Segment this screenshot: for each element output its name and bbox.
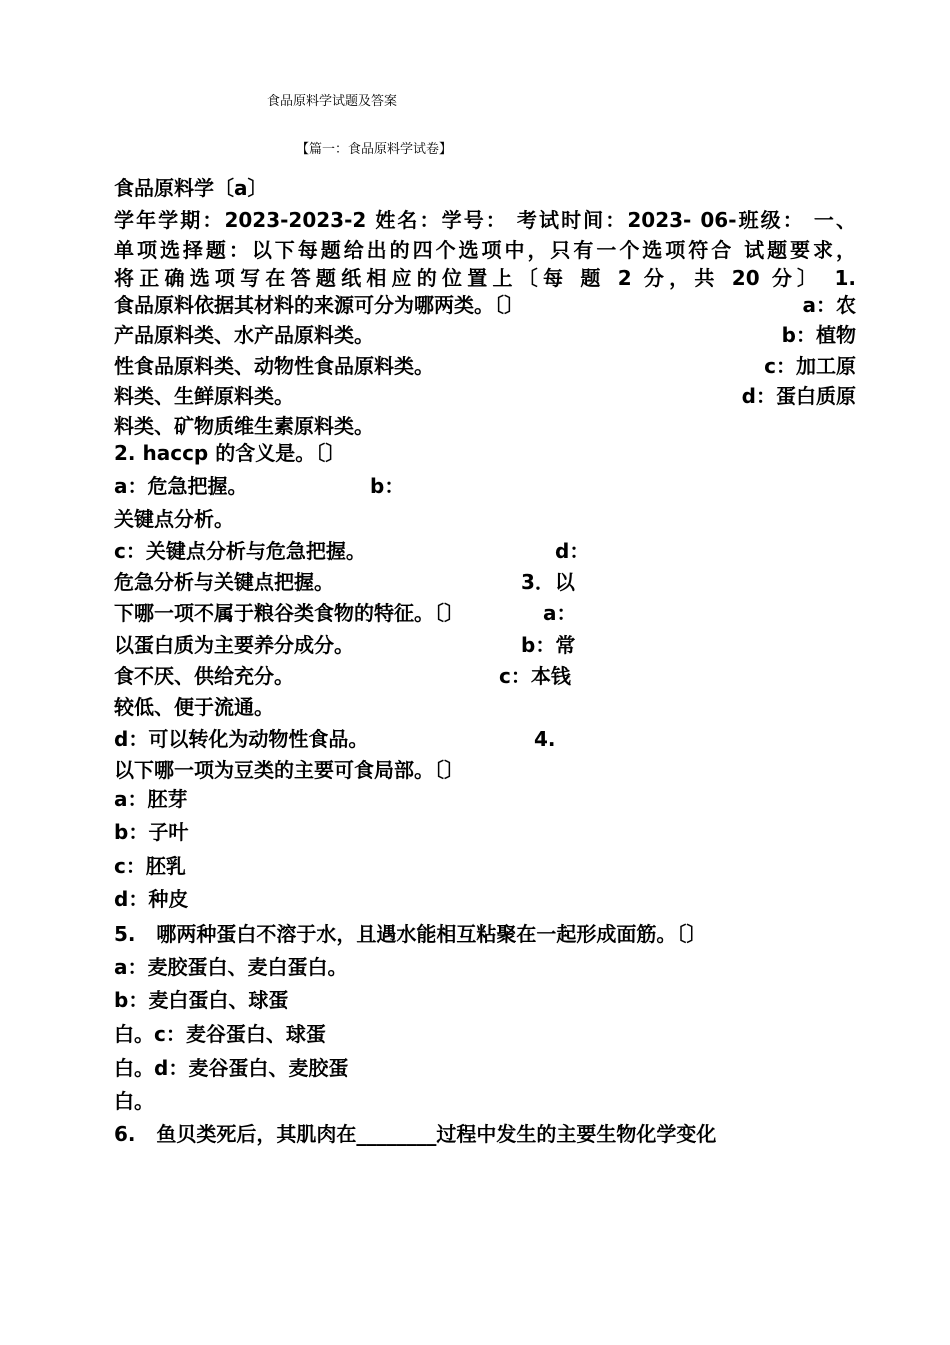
- question-text: 料类、生鲜原料类。: [114, 384, 294, 408]
- option-text: a：农: [802, 293, 856, 317]
- option-text: d：: [555, 539, 590, 563]
- question-text: 4.: [534, 727, 556, 751]
- question-text: 3．以: [521, 570, 575, 594]
- question-text: 下哪一项不属于粮谷类食物的特征。〔〕: [114, 601, 464, 625]
- option-text: a：: [543, 601, 577, 625]
- option-text: c：胚乳: [114, 854, 186, 878]
- section-heading: 【篇一：食品原料学试卷】: [296, 142, 453, 157]
- question-text: 5. 哪两种蛋白不溶于水，且遇水能相互粘聚在一起形成面筋。〔〕: [114, 922, 707, 946]
- exam-title: 食品原料学〔a〕: [114, 176, 268, 200]
- option-text: a：危急把握。: [114, 474, 248, 498]
- option-text: a：胚芽: [114, 787, 188, 811]
- option-text: a：麦胶蛋白、麦白蛋白。: [114, 955, 348, 979]
- option-text: b：子叶: [114, 820, 189, 844]
- instruction-line: 单项选择题：以下每题给出的四个选项中，只有一个选项符合 试题要求，: [114, 238, 856, 262]
- option-text: 以蛋白质为主要养分成分。: [114, 633, 354, 657]
- instruction-line: 将正确选项写在答题纸相应的位置上〔每 题 2 分，共 20 分〕 1.: [114, 266, 856, 290]
- option-text: b：常: [521, 633, 576, 657]
- option-text: b：植物: [781, 323, 856, 347]
- question-text: 以下哪一项为豆类的主要可食局部。〔〕: [114, 758, 464, 782]
- option-text: b：: [370, 474, 405, 498]
- question-text: 2. haccp 的含义是。〔〕: [114, 441, 346, 465]
- option-text: d：种皮: [114, 887, 189, 911]
- question-text: 料类、矿物质维生素原料类。: [114, 414, 374, 438]
- option-text: d：蛋白质原: [741, 384, 856, 408]
- option-text: 白。c：麦谷蛋白、球蛋: [114, 1022, 326, 1046]
- option-text: c：加工原: [764, 354, 856, 378]
- question-text: 性食品原料类、动物性食品原料类。: [114, 354, 434, 378]
- option-text: 白。d：麦谷蛋白、麦胶蛋: [114, 1056, 349, 1080]
- option-text: 关键点分析。: [114, 507, 234, 531]
- option-text: d：可以转化为动物性食品。: [114, 727, 369, 751]
- option-text: 较低、便于流通。: [114, 695, 274, 719]
- document-title: 食品原料学试题及答案: [267, 94, 398, 109]
- option-text: b：麦白蛋白、球蛋: [114, 988, 289, 1012]
- exam-info-line: 学年学期：2023-2023-2 姓名：学号： 考试时间：2023- 06-班级： 一、: [114, 208, 856, 232]
- question-text: 6. 鱼贝类死后，其肌肉在________过程中发生的主要生物化学变化: [114, 1122, 717, 1146]
- option-text: c：关键点分析与危急把握。: [114, 539, 366, 563]
- question-text: 产品原料类、水产品原料类。: [114, 323, 374, 347]
- option-text: 危急分析与关键点把握。: [114, 570, 334, 594]
- question-text: 食品原料依据其材料的来源可分为哪两类。〔〕: [114, 293, 524, 317]
- option-text: 食不厌、供给充分。: [114, 664, 294, 688]
- option-text: c：本钱: [499, 664, 571, 688]
- option-text: 白。: [114, 1089, 154, 1113]
